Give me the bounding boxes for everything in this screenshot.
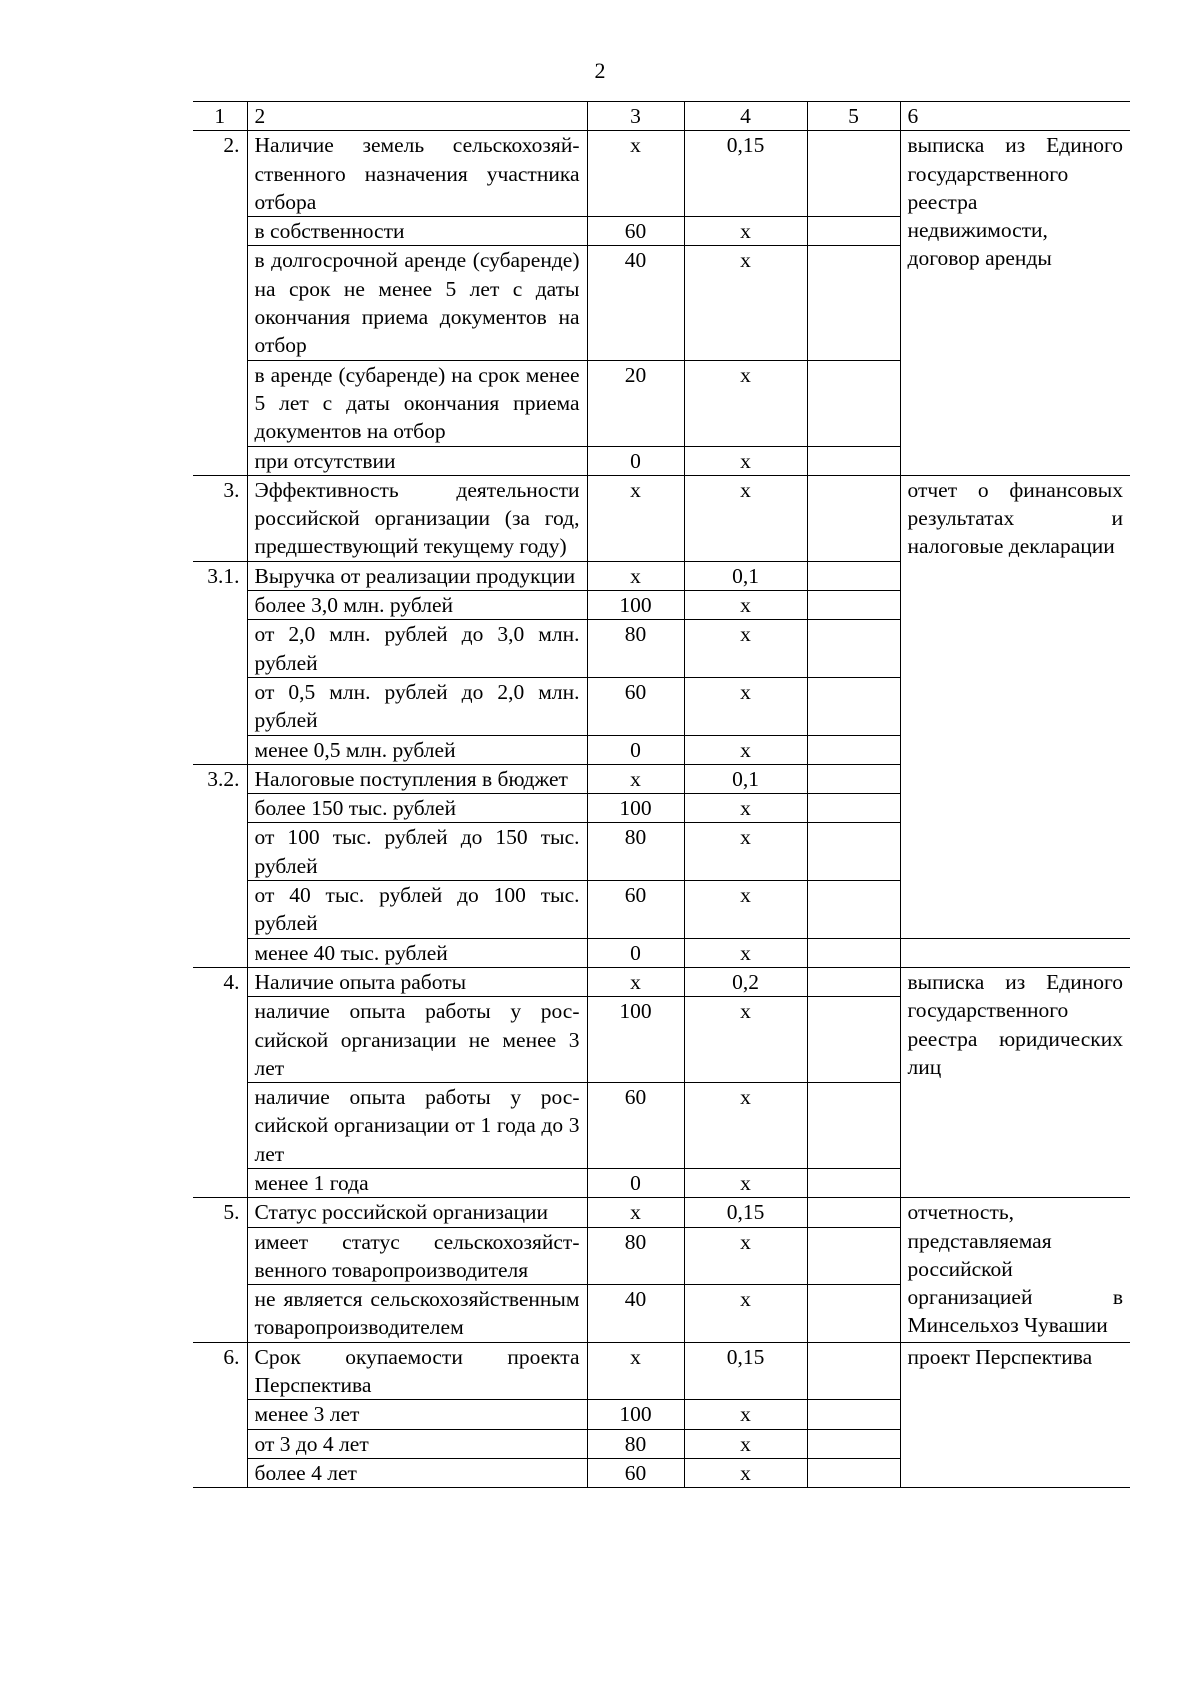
criterion-score — [807, 1429, 900, 1458]
criterion-weight: 0,15 — [684, 1198, 807, 1227]
criterion-score — [807, 794, 900, 823]
criterion-score — [807, 881, 900, 939]
criterion-name: Срок окупаемости проекта Перспектива — [247, 1342, 587, 1400]
criterion-points: 40 — [587, 1285, 684, 1343]
criterion-score — [807, 967, 900, 996]
criterion-weight: х — [684, 360, 807, 446]
criterion-weight: х — [684, 1227, 807, 1285]
criterion-points: 60 — [587, 1083, 684, 1169]
table-row — [193, 967, 1130, 996]
criterion-weight: 0,1 — [684, 764, 807, 793]
criterion-weight: х — [684, 1400, 807, 1429]
criterion-name: в долгосрочной аренде (субаренде) на срок не менее 5 лет с даты окончания приема документов на отбор — [247, 246, 587, 360]
page-number: 2 — [594, 58, 606, 83]
criterion-name: от 40 тыс. рублей до 100 тыс. рублей — [247, 881, 587, 939]
row-number: 6. — [193, 1342, 247, 1487]
criterion-points: 0 — [587, 1168, 684, 1197]
criterion-name: Наличие земель сельскохозяйственного назначения участника отбора — [247, 131, 587, 217]
header-col-3: 3 — [587, 102, 684, 131]
table-row — [193, 131, 1130, 217]
criterion-name: Выручка от реализации продукции — [247, 561, 587, 590]
criterion-points: х — [587, 764, 684, 793]
criterion-weight: х — [684, 794, 807, 823]
criterion-weight: х — [684, 620, 807, 678]
criterion-weight: х — [684, 677, 807, 735]
criterion-weight: 0,2 — [684, 967, 807, 996]
criterion-name: наличие опыта работы у российской организации от 1 года до 3 лет — [247, 1083, 587, 1169]
criterion-points: х — [587, 475, 684, 561]
table-row — [193, 1342, 1130, 1400]
criterion-score — [807, 1342, 900, 1400]
criterion-points: х — [587, 1342, 684, 1400]
header-col-2: 2 — [247, 102, 587, 131]
criterion-source: отчетность, представляемая российской организацией в Минсельхоз Чувашии — [900, 1198, 1130, 1342]
row-number: 3. — [193, 475, 247, 561]
criterion-name: Эффективность деятельности российской организации (за год, предшествующий текущему году) — [247, 475, 587, 561]
table-header-row — [193, 102, 1130, 131]
criterion-weight: х — [684, 823, 807, 881]
criterion-points: 100 — [587, 794, 684, 823]
header-col-1: 1 — [193, 102, 247, 131]
criterion-points: 40 — [587, 246, 684, 360]
criterion-weight: х — [684, 1168, 807, 1197]
criterion-points: 80 — [587, 1429, 684, 1458]
criterion-source: проект Перспектива — [900, 1342, 1130, 1487]
criterion-weight: х — [684, 591, 807, 620]
criterion-source: выписка из Единого государственного реестра юридических лиц — [900, 967, 1130, 1197]
criterion-points: х — [587, 131, 684, 217]
criterion-score — [807, 131, 900, 217]
criterion-weight: 0,15 — [684, 131, 807, 217]
criterion-score — [807, 1168, 900, 1197]
criterion-name: более 3,0 млн. рублей — [247, 591, 587, 620]
criterion-weight: 0,1 — [684, 561, 807, 590]
table-row — [193, 475, 1130, 561]
criterion-name: от 0,5 млн. рублей до 2,0 млн. рублей — [247, 677, 587, 735]
criterion-name: менее 40 тыс. рублей — [247, 938, 587, 967]
criterion-name: имеет статус сельскохозяйственного товаропроизводителя — [247, 1227, 587, 1285]
criterion-points: 0 — [587, 735, 684, 764]
criterion-weight: х — [684, 938, 807, 967]
criterion-score — [807, 997, 900, 1083]
criterion-score — [807, 360, 900, 446]
criterion-source — [900, 938, 1130, 967]
criterion-name: менее 3 лет — [247, 1400, 587, 1429]
header-col-5: 5 — [807, 102, 900, 131]
criterion-name: менее 1 года — [247, 1168, 587, 1197]
header-col-6: 6 — [900, 102, 1130, 131]
criterion-points: х — [587, 561, 684, 590]
criterion-weight: х — [684, 446, 807, 475]
criterion-name: менее 0,5 млн. рублей — [247, 735, 587, 764]
criterion-points: х — [587, 967, 684, 996]
row-number: 3.2. — [193, 764, 247, 967]
criterion-score — [807, 591, 900, 620]
criterion-points: 100 — [587, 997, 684, 1083]
criterion-name: наличие опыта работы у российской организации не менее 3 лет — [247, 997, 587, 1083]
criterion-weight: х — [684, 1083, 807, 1169]
criterion-score — [807, 1198, 900, 1227]
criterion-weight: 0,15 — [684, 1342, 807, 1400]
criterion-points: 60 — [587, 1458, 684, 1487]
criterion-score — [807, 475, 900, 561]
criterion-source: отчет о финансовых результатах и налоговые декларации — [900, 475, 1130, 938]
criterion-score — [807, 620, 900, 678]
table-row — [193, 938, 1130, 967]
criterion-score — [807, 561, 900, 590]
criterion-weight: х — [684, 217, 807, 246]
criterion-score — [807, 246, 900, 360]
criteria-table — [193, 101, 1130, 1488]
criterion-score — [807, 1458, 900, 1487]
criterion-name: более 4 лет — [247, 1458, 587, 1487]
criterion-weight: х — [684, 1458, 807, 1487]
criterion-score — [807, 1400, 900, 1429]
criterion-name: не является сельскохозяйственным товаропроизводителем — [247, 1285, 587, 1343]
table-row — [193, 1198, 1130, 1227]
criterion-points: 60 — [587, 217, 684, 246]
criterion-score — [807, 446, 900, 475]
criterion-points: 80 — [587, 823, 684, 881]
criterion-points: 0 — [587, 938, 684, 967]
criterion-score — [807, 1285, 900, 1343]
header-col-4: 4 — [684, 102, 807, 131]
criterion-name: от 100 тыс. рублей до 150 тыс. рублей — [247, 823, 587, 881]
criterion-score — [807, 938, 900, 967]
criterion-weight: х — [684, 735, 807, 764]
criterion-name: в собственности — [247, 217, 587, 246]
criterion-name: при отсутствии — [247, 446, 587, 475]
criterion-score — [807, 764, 900, 793]
criterion-points: 20 — [587, 360, 684, 446]
criterion-name: более 150 тыс. рублей — [247, 794, 587, 823]
criterion-score — [807, 1227, 900, 1285]
criterion-name: Статус российской организации — [247, 1198, 587, 1227]
criterion-points: 80 — [587, 1227, 684, 1285]
criterion-weight: х — [684, 246, 807, 360]
criterion-source: выписка из Единого государственного реестра недвижимости, договор аренды — [900, 131, 1130, 476]
criterion-score — [807, 1083, 900, 1169]
criterion-points: 60 — [587, 677, 684, 735]
criterion-score — [807, 823, 900, 881]
criterion-name: от 3 до 4 лет — [247, 1429, 587, 1458]
criterion-name: Налоговые поступления в бюджет — [247, 764, 587, 793]
criterion-points: х — [587, 1198, 684, 1227]
criterion-weight: х — [684, 997, 807, 1083]
criterion-weight: х — [684, 881, 807, 939]
criterion-points: 60 — [587, 881, 684, 939]
row-number: 3.1. — [193, 561, 247, 764]
criterion-weight: х — [684, 1429, 807, 1458]
criterion-points: 100 — [587, 1400, 684, 1429]
criterion-score — [807, 735, 900, 764]
row-number: 2. — [193, 131, 247, 476]
criterion-points: 80 — [587, 620, 684, 678]
criterion-points: 0 — [587, 446, 684, 475]
criterion-name: в аренде (субаренде) на срок менее 5 лет с даты окончания приема документов на отбор — [247, 360, 587, 446]
criterion-name: Наличие опыта работы — [247, 967, 587, 996]
row-number: 4. — [193, 967, 247, 1197]
criterion-points: 100 — [587, 591, 684, 620]
row-number: 5. — [193, 1198, 247, 1342]
criterion-score — [807, 677, 900, 735]
criterion-name: от 2,0 млн. рублей до 3,0 млн. рублей — [247, 620, 587, 678]
criterion-weight: х — [684, 1285, 807, 1343]
criterion-score — [807, 217, 900, 246]
criterion-weight: х — [684, 475, 807, 561]
